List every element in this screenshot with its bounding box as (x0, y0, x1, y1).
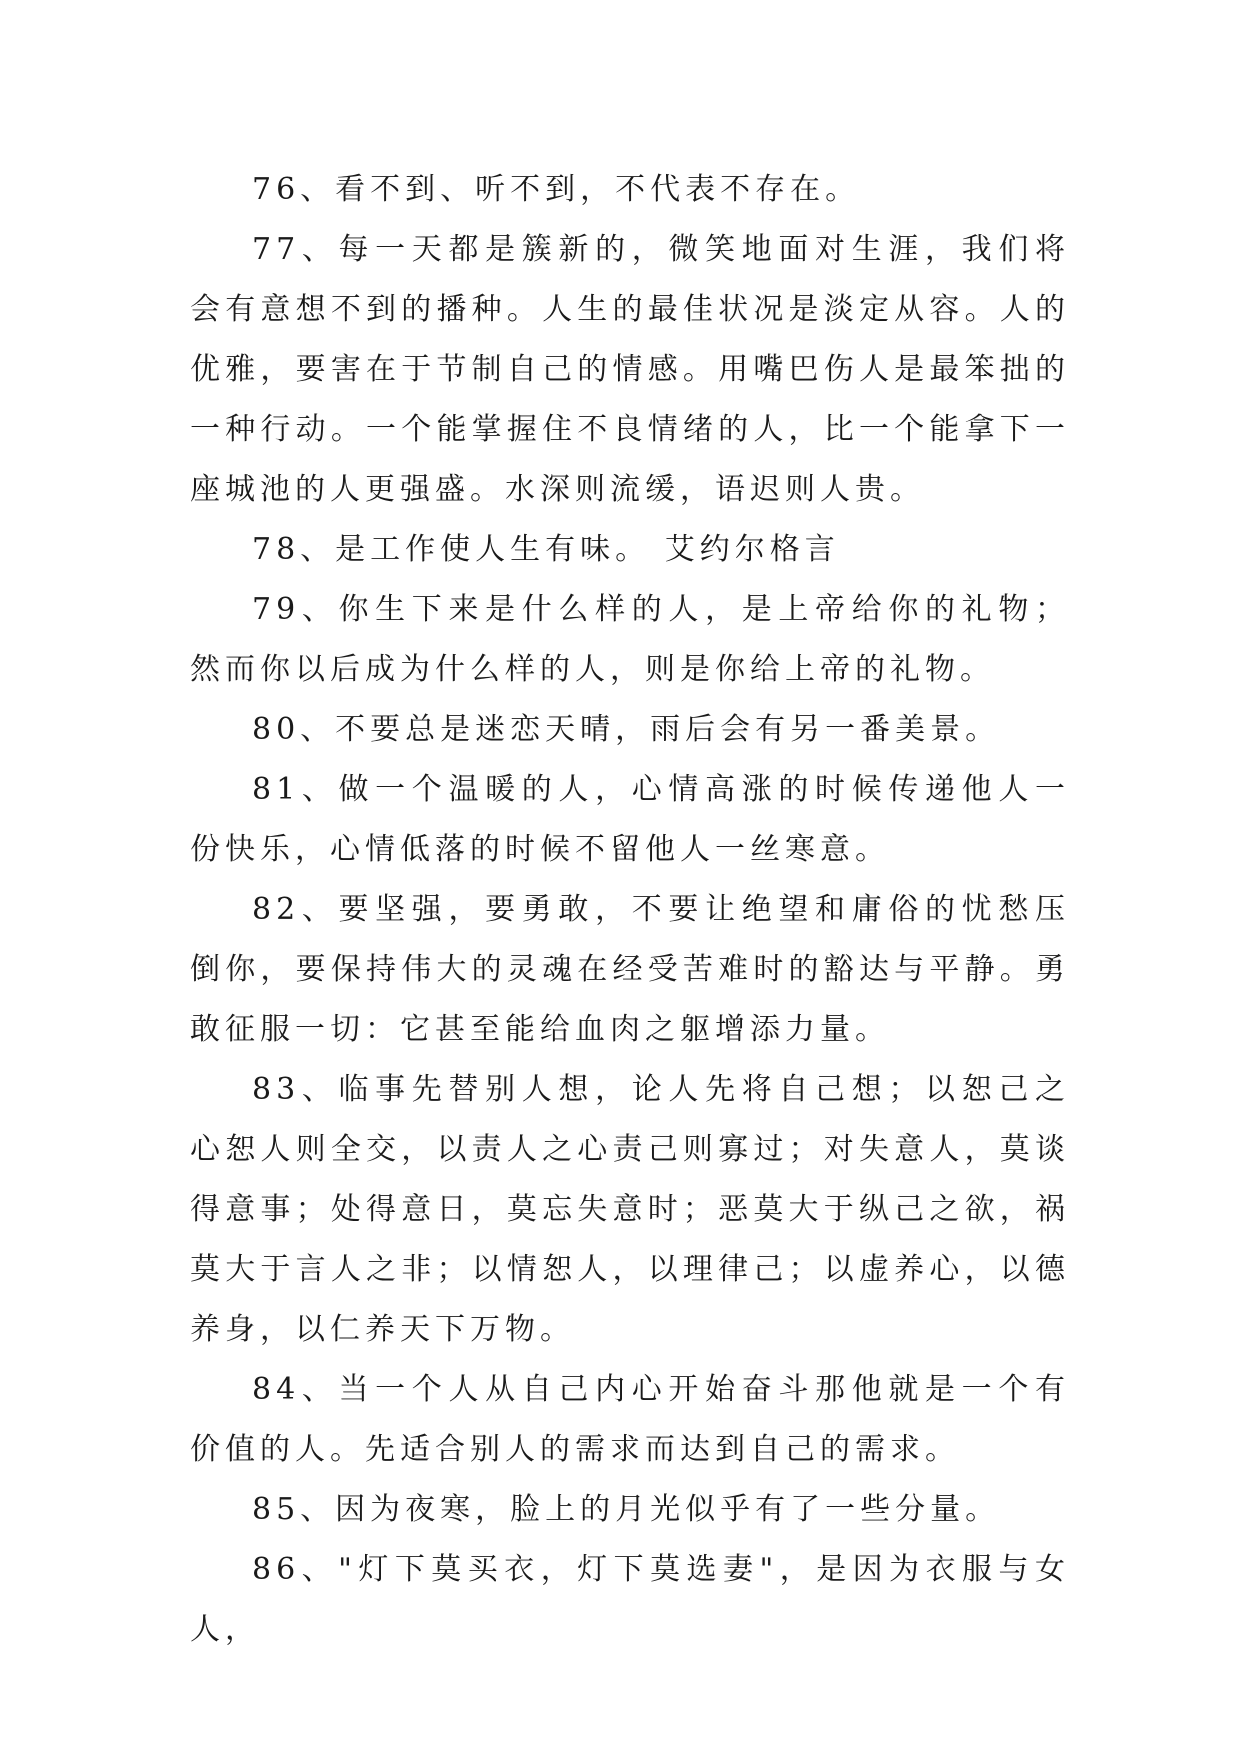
paragraph-85: 85、因为夜寒，脸上的月光似乎有了一些分量。 (252, 1492, 1001, 1527)
paragraph-81: 81、做一个温暖的人，心情高涨的时候传递他人一份快乐，心情低落的时候不留他人一丝寒意。 (190, 772, 1070, 867)
paragraph-84: 84、当一个人从自己内心开始奋斗那他就是一个有价值的人。先适合别人的需求而达到自己的需求。 (190, 1372, 1070, 1467)
paragraph-80: 80、不要总是迷恋天晴，雨后会有另一番美景。 (252, 712, 1001, 747)
paragraph-79: 79、你生下来是什么样的人，是上帝给你的礼物；然而你以后成为什么样的人，则是你给上帝的礼物。 (190, 592, 1070, 687)
paragraph-82: 82、要坚强，要勇敢，不要让绝望和庸俗的忧愁压倒你，要保持伟大的灵魂在经受苦难时的豁达与平静。勇敢征服一切：它甚至能给血肉之躯增添力量。 (190, 892, 1070, 1047)
paragraph-78: 78、是工作使人生有味。 艾约尔格言 (252, 532, 840, 567)
paragraph-76: 76、看不到、听不到，不代表不存在。 (252, 172, 861, 207)
paragraph-77: 77、每一天都是簇新的，微笑地面对生涯，我们将会有意想不到的播种。人生的最佳状况是淡定从容。人的优雅，要害在于节制自己的情感。用嘴巴伤人是最笨拙的一种行动。一个能掌握住不良情绪的人，比一个能拿下一座城池的人更强盛。水深则流缓，语迟则人贵。 (190, 232, 1070, 507)
paragraph-83: 83、临事先替别人想，论人先将自己想；以恕己之心恕人则全交，以责人之心责己则寡过；对失意人，莫谈得意事；处得意日，莫忘失意时；恶莫大于纵己之欲，祸莫大于言人之非；以情恕人，以理律己；以虚养心，以德养身，以仁养天下万物。 (190, 1072, 1070, 1347)
document-body (190, 160, 1070, 1660)
paragraph-86: 86、"灯下莫买衣，灯下莫选妻"，是因为衣服与女人， (190, 1552, 1070, 1647)
